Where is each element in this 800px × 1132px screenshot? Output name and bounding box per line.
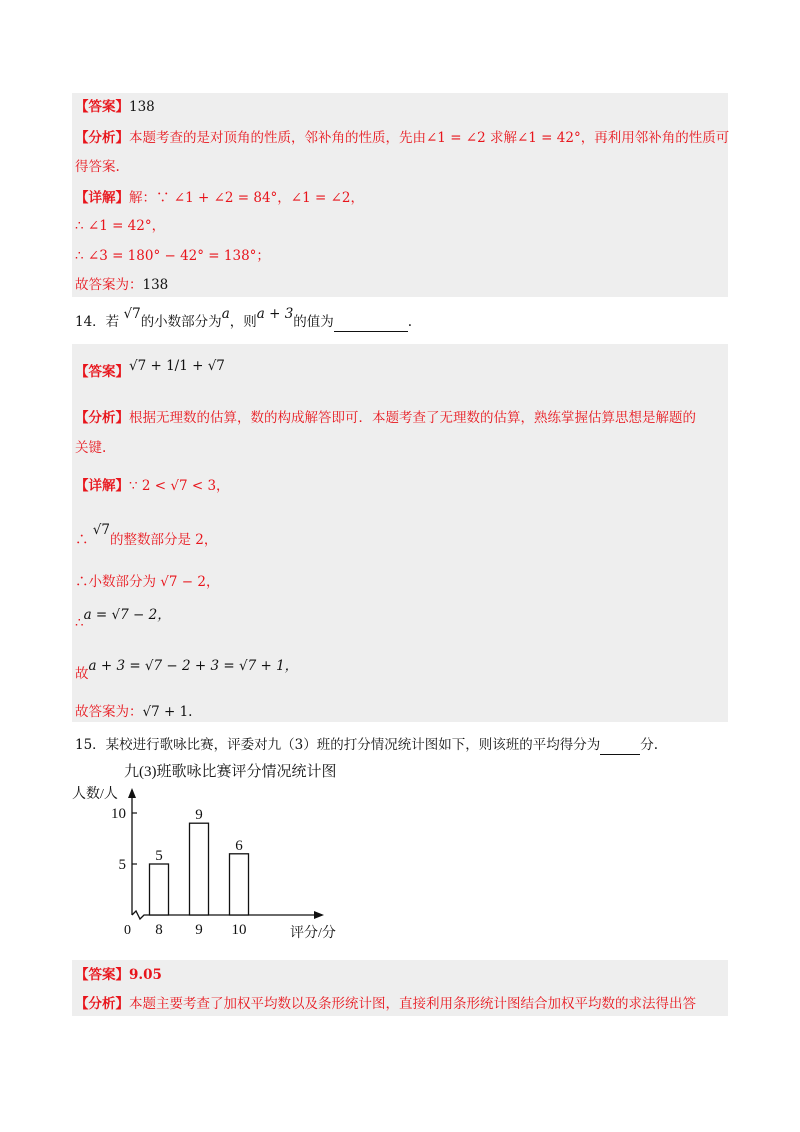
q14-detail-tag: 【详解】 (75, 478, 129, 494)
y-tick-label: 10 (111, 806, 126, 822)
x-axis-label: 评分/分 (290, 926, 336, 941)
q15-question-text: 15．某校进行歌咏比赛，评委对九（3）班的打分情况统计图如下，则该班的平均得分为 (75, 737, 601, 753)
q15-analysis-tag: 【分析】 (75, 996, 129, 1012)
q15-analysis-line1 (75, 994, 696, 1014)
q14-detail-line4a: ∴ (75, 615, 84, 631)
x-tick-label: 8 (155, 922, 163, 938)
q13-analysis-text1: 本题考查的是对顶角的性质，邻补角的性质，先由∠1 = ∠2 求解∠1 = 42°，再利用邻补角的性质可 (129, 130, 730, 146)
q14-detail-text1: ∵ 2 < √7 < 3， (129, 478, 230, 494)
q14-detail-line2c: 的整数部分是 2， (110, 532, 218, 548)
y-tick-label: 5 (118, 857, 126, 873)
q14-detail-line5a: 故 (75, 666, 89, 682)
q14-question-mid: 的小数部分为 (140, 314, 222, 330)
bar-data-label: 9 (195, 807, 203, 824)
origin-label: 0 (124, 923, 131, 938)
q13-detail-text1: 解：∵ ∠1 + ∠2 = 84°，∠1 = ∠2， (129, 190, 365, 206)
x-tick-label: 10 (231, 922, 247, 938)
q14-analysis-text1: 根据无理数的估算，数的构成解答即可．本题考查了无理数的估算，熟练掌握估算思想是解题的 (129, 410, 696, 426)
q13-analysis-line2: 得答案. (75, 159, 120, 175)
q14-final-value: √7 + 1. (142, 704, 193, 720)
q14-detail-line2a: ∴ (75, 532, 89, 548)
q14-detail-line4b: a = √7 − 2， (83, 607, 171, 623)
x-axis-arrow (314, 911, 324, 919)
q14-question-prefix: 14．若 (75, 314, 120, 330)
q14-question-end: . (407, 314, 413, 330)
q14-question-comma: ，则 (229, 314, 257, 330)
q13-final-prefix: 故答案为： (75, 277, 143, 293)
q15-answer-value: 9.05 (129, 967, 162, 983)
bar-data-label: 6 (235, 837, 243, 854)
q14-question-suffix: 的值为 (293, 314, 334, 330)
x-tick-label: 9 (195, 922, 203, 938)
q13-final-value: 138 (142, 277, 169, 293)
q13-answer-value: 138 (129, 99, 155, 115)
q14-question-expr: a + 3 (256, 306, 294, 322)
chart-marks (111, 788, 324, 938)
bar (190, 823, 209, 915)
q14-detail-line5b: a + 3 = √7 − 2 + 3 = √7 + 1， (88, 658, 299, 674)
q14-question-sqrt: √7 (123, 306, 141, 322)
bar-data-label: 5 (155, 848, 163, 864)
y-axis-arrow (128, 788, 136, 798)
q13-detail-line3: ∴ ∠3 = 180° − 42° = 138°； (75, 248, 270, 264)
bar (230, 854, 249, 915)
q14-analysis-line2: 关键. (75, 440, 107, 456)
q13-answer-tag: 【答案】 (75, 99, 129, 115)
q14-detail-line2b: √7 (92, 522, 110, 538)
q15-analysis-text1: 本题主要考查了加权平均数以及条形统计图，直接利用条形统计图结合加权平均数的求法得出答 (129, 996, 696, 1012)
q14-detail-line3: ∴小数部分为 √7 − 2， (75, 574, 220, 590)
q14-answer-value: √7 + 1/1 + √7 (129, 358, 225, 374)
bar (150, 864, 169, 915)
q13-detail-line2: ∴ ∠1 = 42°， (75, 218, 166, 234)
q15-answer-tag: 【答案】 (75, 967, 129, 983)
q14-question-var: a (221, 306, 230, 322)
q13-analysis-tag: 【分析】 (75, 130, 129, 146)
q13-detail-tag: 【详解】 (75, 190, 129, 206)
chart-title: 九(3)班歌咏比赛评分情况统计图 (124, 764, 337, 780)
y-axis-label: 人数/人 (72, 787, 118, 802)
q15-answer-line (75, 965, 162, 985)
q14-final-prefix: 故答案为： (75, 704, 143, 720)
q15-question-suffix: 分. (640, 737, 659, 753)
q14-answer-tag: 【答案】 (75, 364, 129, 380)
q14-analysis-tag: 【分析】 (75, 410, 129, 426)
